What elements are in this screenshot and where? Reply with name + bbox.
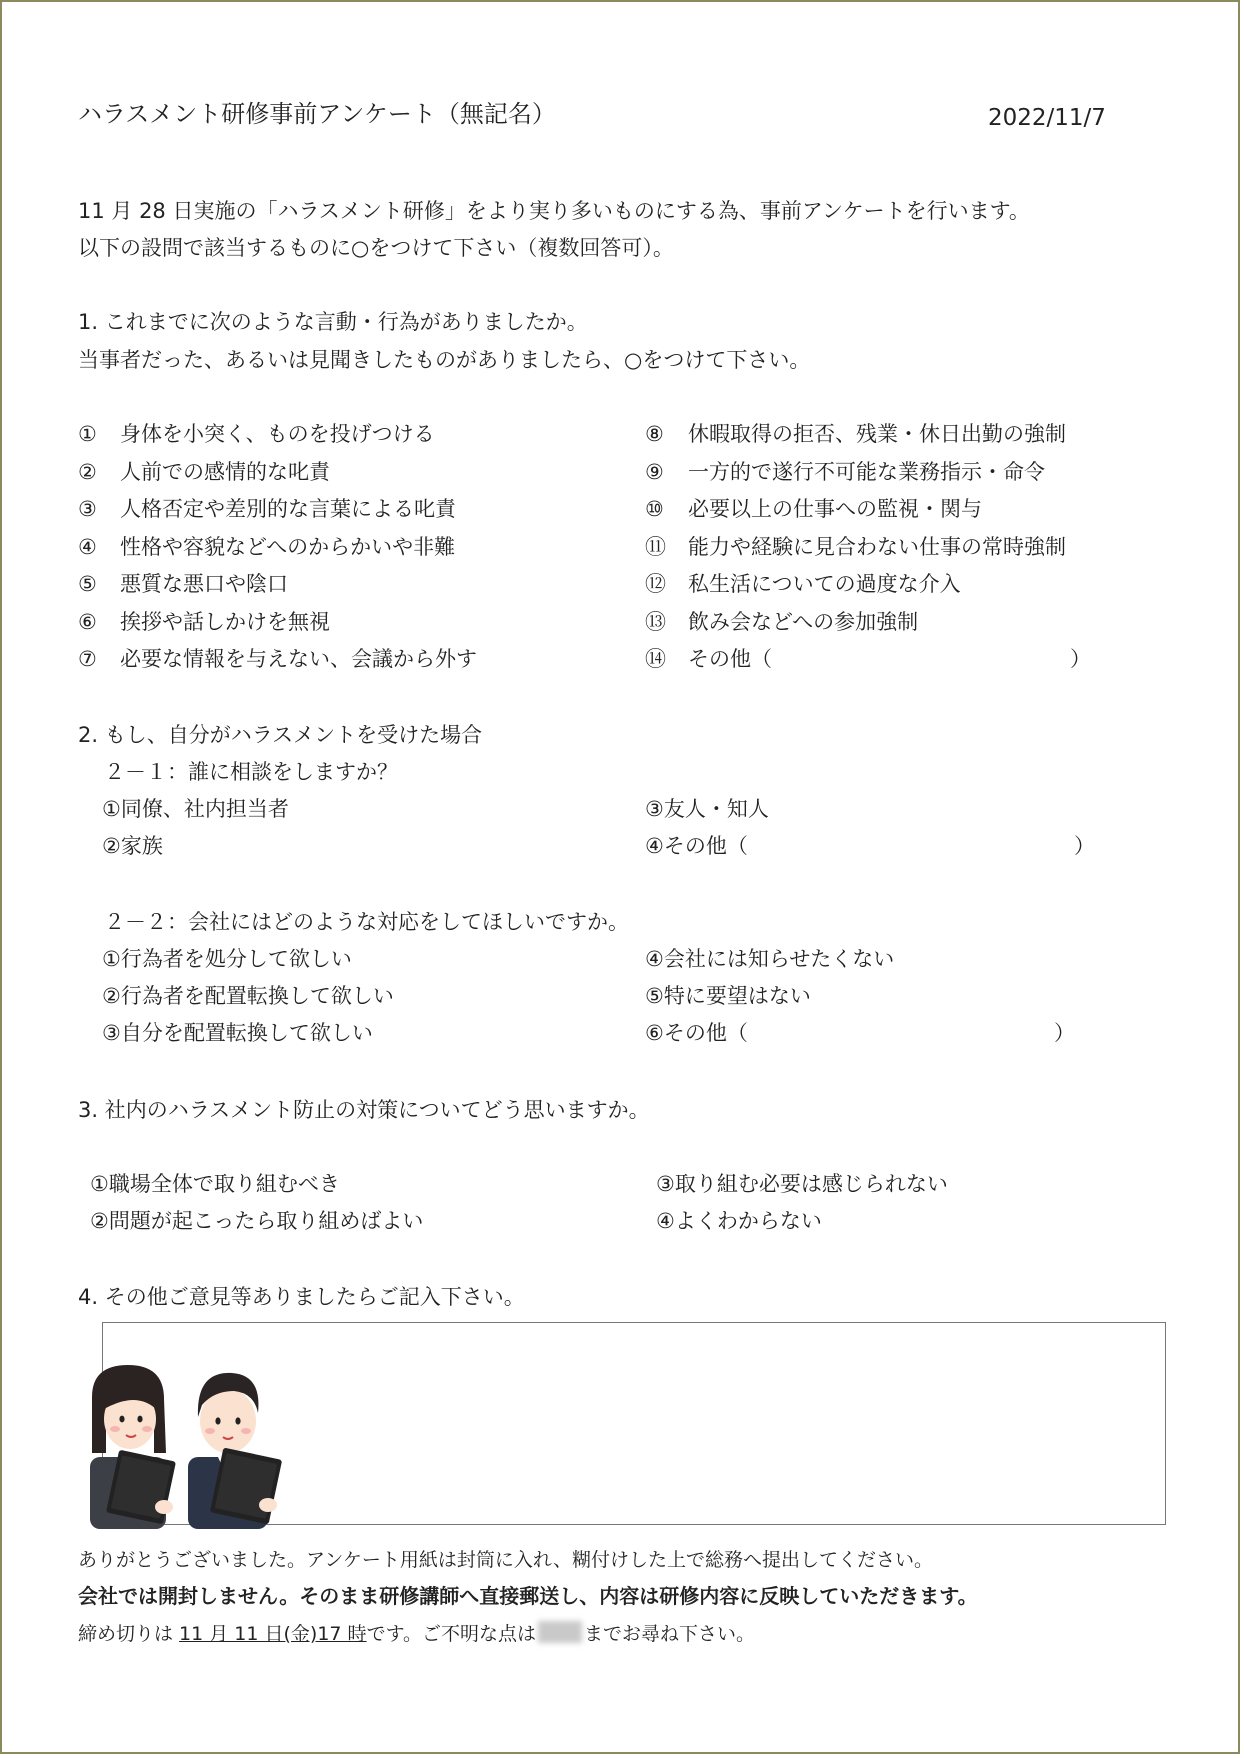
- q1-option-text: 人格否定や差別的な言葉による叱責: [120, 497, 456, 521]
- q1-option-number: ③: [78, 497, 97, 521]
- page-title: ハラスメント研修事前アンケート（無記名）: [78, 100, 556, 128]
- q1-option[interactable]: [645, 570, 666, 598]
- q1-option[interactable]: [78, 645, 97, 673]
- intro-line-1: 11 月 28 日実施の「ハラスメント研修」をより実り多いものにする為、事前アンケートを行います。: [78, 199, 1030, 223]
- q1-option-text: 休暇取得の拒否、残業・休日出勤の強制: [688, 422, 1066, 446]
- q1-option-text: 人前での感情的な叱責: [120, 460, 330, 484]
- q3-option[interactable]: ③取り組む必要は感じられない: [656, 1172, 948, 1196]
- q1-other-close: ）: [1070, 647, 1091, 671]
- q2-2-option[interactable]: ①行為者を処分して欲しい: [102, 947, 352, 971]
- q2-1-title: ２－１：誰に相談をしますか？: [104, 760, 398, 784]
- deadline-date: 11 月 11 日(金)17 時: [179, 1623, 367, 1645]
- q1-option-text: 能力や経験に見合わない仕事の常時強制: [688, 535, 1066, 559]
- q3-option[interactable]: ④よくわからない: [656, 1209, 822, 1233]
- q1-option-number: ⑦: [78, 647, 97, 671]
- q1-option[interactable]: [645, 495, 664, 523]
- q1-option-number: ⑤: [78, 572, 97, 596]
- q2-1-option[interactable]: ②家族: [102, 834, 163, 858]
- q1-option-text: 一方的で遂行不可能な業務指示・命令: [688, 460, 1045, 484]
- q2-2-title: ２－２：会社にはどのような対応をしてほしいですか。: [104, 910, 629, 934]
- q1-option-number: ⑪: [645, 535, 666, 559]
- q1-option[interactable]: [78, 570, 97, 598]
- contact-suffix: までお尋ね下さい。: [584, 1623, 756, 1645]
- q1-option-number: ⑭: [645, 647, 666, 671]
- document-date: 2022/11/7: [988, 105, 1106, 131]
- q1-option-number: ⑩: [645, 497, 664, 521]
- q1-option-text: 悪質な悪口や陰口: [120, 572, 288, 596]
- q1-option-number: ②: [78, 460, 97, 484]
- q2-2-option[interactable]: ②行為者を配置転換して欲しい: [102, 984, 394, 1008]
- q1-subtitle: 当事者だった、あるいは見聞きしたものがありましたら、○をつけて下さい。: [78, 348, 811, 372]
- deadline-prefix: 締め切りは: [78, 1623, 180, 1645]
- q1-option[interactable]: [78, 458, 97, 486]
- q2-2-option[interactable]: ⑤特に要望はない: [645, 984, 811, 1008]
- q2-2-other-close: ）: [1054, 1021, 1075, 1045]
- q1-option-text: 性格や容貌などへのからかいや非難: [120, 535, 456, 559]
- q1-option-text: 私生活についての過度な介入: [688, 572, 961, 596]
- q2-2-option[interactable]: ④会社には知らせたくない: [645, 947, 895, 971]
- thanks-text: ありがとうございました。アンケート用紙は封筒に入れ、糊付けした上で総務へ提出してください。: [78, 1549, 934, 1571]
- man-with-clipboard: [188, 1373, 282, 1529]
- q2-1-option[interactable]: ④その他（: [645, 834, 748, 858]
- q1-option[interactable]: [78, 495, 97, 523]
- q1-option-text: 必要以上の仕事への監視・関与: [688, 497, 982, 521]
- q2-2-option[interactable]: ⑥その他（: [645, 1021, 748, 1045]
- q2-1-option[interactable]: ③友人・知人: [645, 797, 769, 821]
- q1-option[interactable]: [645, 533, 666, 561]
- q3-option[interactable]: ①職場全体で取り組むべき: [90, 1172, 340, 1196]
- q1-title: 1. これまでに次のような言動・行為がありましたか。: [78, 310, 588, 334]
- q1-option[interactable]: [78, 533, 97, 561]
- q1-option-number: ⑥: [78, 610, 97, 634]
- q2-2-option[interactable]: ③自分を配置転換して欲しい: [102, 1021, 373, 1045]
- q1-option-text: 挨拶や話しかけを無視: [120, 610, 330, 634]
- q1-option[interactable]: [78, 420, 97, 448]
- q2-1-option[interactable]: ①同僚、社内担当者: [102, 797, 289, 821]
- q1-option-number: ⑧: [645, 422, 664, 446]
- q3-title: 3. 社内のハラスメント防止の対策についてどう思いますか。: [78, 1098, 650, 1122]
- q1-option-number: ⑬: [645, 610, 666, 634]
- q1-option[interactable]: [645, 420, 664, 448]
- redacted-contact: [538, 1621, 582, 1643]
- q1-option[interactable]: [645, 458, 664, 486]
- q1-option-text: 身体を小突く、ものを投げつける: [120, 422, 435, 446]
- q1-option-number: ⑨: [645, 460, 664, 484]
- q2-1-other-close: ）: [1074, 834, 1095, 858]
- deadline-suffix: です。ご不明な点は: [366, 1623, 537, 1645]
- deadline-line: [78, 1621, 755, 1647]
- office-workers-illustration: [84, 1357, 304, 1529]
- q1-option-text: その他（: [688, 647, 772, 671]
- q1-option[interactable]: [78, 608, 97, 636]
- q1-option[interactable]: [645, 608, 666, 636]
- q1-option-number: ⑫: [645, 572, 666, 596]
- q4-title: 4. その他ご意見等ありましたらご記入下さい。: [78, 1285, 525, 1309]
- intro-line-2: 以下の設問で該当するものに○をつけて下さい（複数回答可）。: [78, 236, 674, 260]
- q1-option-text: 必要な情報を与えない、会議から外す: [120, 647, 477, 671]
- q1-option-number: ④: [78, 535, 97, 559]
- q1-option-text: 飲み会などへの参加強制: [688, 610, 919, 634]
- q1-option[interactable]: [645, 645, 666, 673]
- q3-option[interactable]: ②問題が起こったら取り組めばよい: [90, 1209, 424, 1233]
- q2-title: 2. もし、自分がハラスメントを受けた場合: [78, 723, 483, 747]
- notice-text: 会社では開封しません。そのまま研修講師へ直接郵送し、内容は研修内容に反映していただきます。: [78, 1584, 978, 1608]
- q1-option-number: ①: [78, 422, 97, 446]
- woman-with-clipboard: [90, 1365, 176, 1529]
